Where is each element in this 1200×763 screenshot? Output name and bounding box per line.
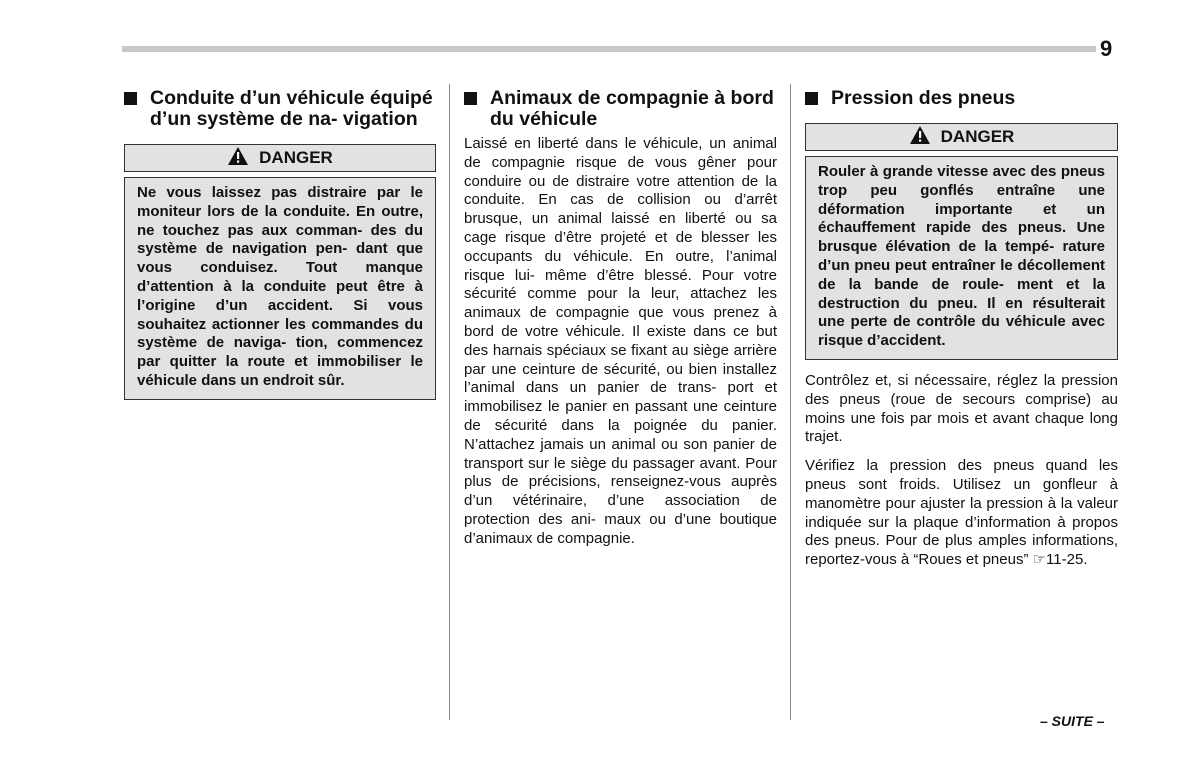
body-paragraph: Vérifiez la pression des pneus quand les pneus sont froids. Utilisez un gonfleur à manomètre pour ajuster la pression à la valeur indiquée sur la plaque d’information à propos des pneus. Pour de plus amples informations, reportez-vous à “Roues et pneus” ☞11-25.: [805, 457, 1118, 569]
section-heading: Animaux de compagnie à bord du véhicule: [464, 88, 777, 130]
section-heading: Pression des pneus: [805, 88, 1118, 109]
section-tire-pressure: [805, 88, 1118, 570]
body-paragraph: Laissé en liberté dans le véhicule, un animal de compagnie risque de vous gêner pour conduire ou de distraire votre attention de la conduite. En cas de collision ou d’arrêt brusque, un animal laissé en liberté ou sa cage risque d’être projeté et de blesser les occupants du véhicule. En outre, l’animal risque lui- même d’être blessé. Pour votre sécurité comme pour la leur, attachez les animaux de compagnie que vous prenez à bord de votre véhicule. Il existe dans ce but des harnais spéciaux se fixant au siège arrière par une ceinture de sécurité, ou bien installez l’animal dans un panier de trans- port et immobilisez le panier en passant une ceinture de sécurité dans la poignée du panier. N’attachez jamais un animal ou son panier de transport sur le siège du passager avant. Pour plus de précisions, renseignez-vous auprès d’un vétérinaire, d’une association de protection des ani- maux ou d’une boutique d’animaux de compagnie.: [464, 135, 777, 547]
danger-text: Ne vous laissez pas distraire par le moniteur lors de la conduite. En outre, ne touchez pas aux comman- des du système de navigation pen- dant que vous conduisez. Tout manque d’attention à la conduite peut être à l’origine d’un accident. Si vous souhaitez actionner les commandes du système de naviga- tion, commencez par quitter la route et immobiliser le véhicule dans un endroit sûr.: [124, 177, 436, 400]
header-rule: [122, 46, 1096, 52]
warning-triangle-icon: [227, 146, 249, 171]
warning-triangle-icon: [909, 125, 931, 150]
square-bullet-icon: [805, 92, 818, 105]
danger-text: Rouler à grande vitesse avec des pneus trop peu gonflés entraîne une déformation importante et un échauffement rapide des pneus. Une brusque élévation de la tempé- rature d’un pneu peut entraîner le décollement de la bande de roule- ment et la destruction du pneu. Il en résulterait une perte de contrôle du véhicule avec risque d’accident.: [805, 156, 1118, 360]
danger-header: [805, 123, 1118, 151]
column-divider: [449, 84, 450, 720]
page-number: 9: [1100, 36, 1113, 61]
danger-label: DANGER: [940, 127, 1015, 146]
column-divider: [790, 84, 791, 720]
section-navigation: [124, 88, 436, 400]
danger-label: DANGER: [259, 148, 333, 167]
danger-header: [124, 144, 436, 172]
square-bullet-icon: [464, 92, 477, 105]
section-heading: Conduite d’un véhicule équipé d’un système de na- vigation: [124, 88, 436, 130]
continued-label: – SUITE –: [1040, 713, 1105, 729]
body-paragraph: Contrôlez et, si nécessaire, réglez la pression des pneus (roue de secours comprise) au moins une fois par mois et avant chaque long trajet.: [805, 371, 1118, 446]
section-pets: [464, 88, 777, 549]
square-bullet-icon: [124, 92, 137, 105]
